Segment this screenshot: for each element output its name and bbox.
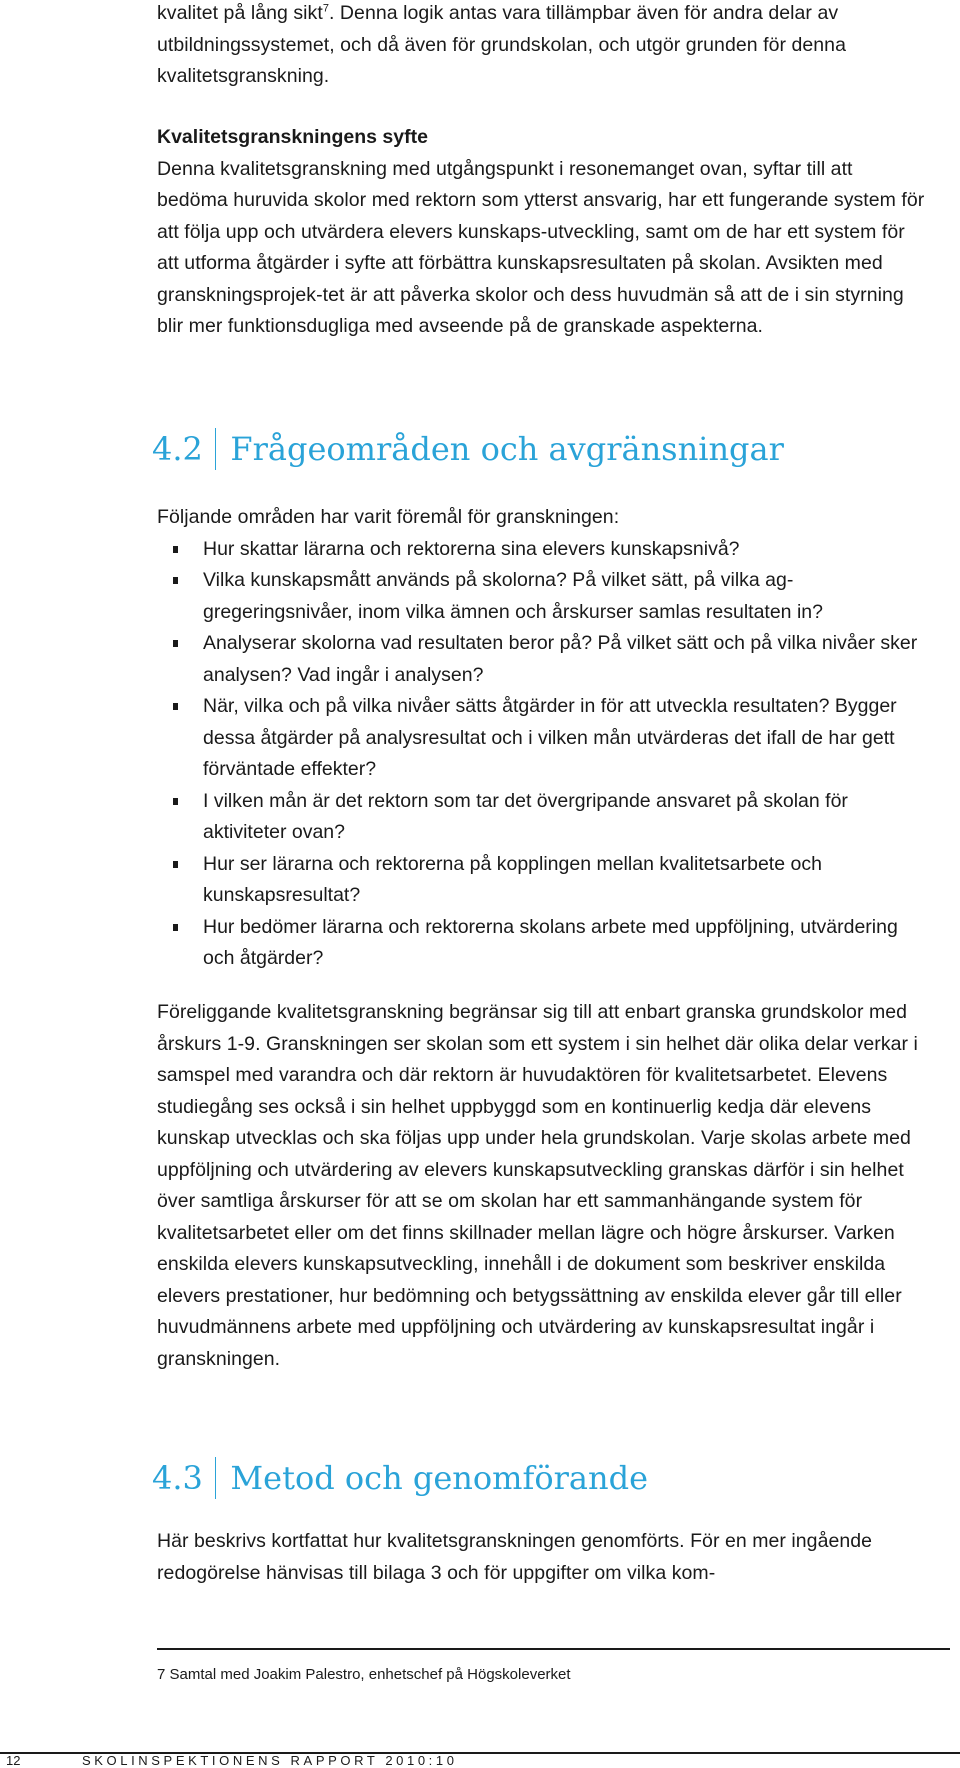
intro-text-part2: . Denna logik antas vara tillämpbar även för andra delar av utbildningssystemet, och då även för grundskolan, och utgör grunden för denna kvalitetsgranskning.: [157, 2, 846, 87]
section-4-3-title: Metod och genomförande: [230, 1459, 648, 1497]
purpose-section: [157, 122, 927, 343]
list-item: [157, 786, 927, 849]
list-item: [157, 534, 927, 566]
section-4-2-body: [157, 502, 927, 975]
bullet-icon: [173, 924, 178, 931]
heading-divider: [215, 1457, 217, 1499]
bullet-icon: [173, 577, 178, 584]
list-item: [157, 849, 927, 912]
scope-paragraph: [157, 997, 927, 1375]
purpose-heading: Kvalitetsgranskningens syfte: [157, 126, 428, 148]
list-item-text: Hur bedömer lärarna och rektorerna skolans arbete med uppföljning, utvärdering och åtgärder?: [203, 915, 898, 969]
section-4-3-body: [157, 1526, 927, 1589]
intro-text: [157, 0, 927, 93]
list-item-text: Hur skattar lärarna och rektorerna sina elevers kunskapsnivå?: [203, 537, 740, 560]
footnote: 7 Samtal med Joakim Palestro, enhetschef på Högskoleverket: [157, 1666, 571, 1683]
list-item-text: Vilka kunskapsmått används på skolorna? På vilket sätt, på vilka ag-gregeringsnivåer, inom vilka ämnen och årskurser samlas resultaten in?: [203, 569, 823, 623]
report-title: SKOLINSPEKTIONENS RAPPORT 2010:10: [82, 1753, 458, 1768]
list-item-text: Hur ser lärarna och rektorerna på kopplingen mellan kvalitetsarbete och kunskapsresultat?: [203, 852, 822, 906]
bullet-icon: [173, 798, 178, 805]
section-4-3-text: Här beskrivs kortfattat hur kvalitetsgranskningen genomförts. För en mer ingående redogörelse hänvisas till bilaga 3 och för uppgifter om vilka kom-: [157, 1530, 873, 1584]
section-4-2-heading: [152, 429, 784, 473]
bullet-icon: [173, 861, 178, 868]
section-4-2-title: Frågeområden och avgränsningar: [230, 430, 784, 468]
bullet-icon: [173, 640, 178, 647]
list-item: [157, 912, 927, 975]
question-list: [157, 534, 927, 975]
list-item-text: Analyserar skolorna vad resultaten beror på? På vilket sätt och på vilka nivåer sker analysen? Vad ingår i analysen?: [203, 632, 918, 686]
list-item-text: I vilken mån är det rektorn som tar det övergripande ansvaret på skolan för aktiviteter ovan?: [203, 789, 848, 843]
bullet-icon: [173, 703, 178, 710]
footnote-reference: 7: [322, 2, 329, 15]
section-4-3-number: 4.3: [152, 1459, 203, 1497]
section-4-2-intro: Följande områden har varit föremål för granskningen:: [157, 506, 620, 528]
page-number: 12: [6, 1753, 21, 1768]
section-4-2-number: 4.2: [152, 430, 203, 468]
bullet-icon: [173, 546, 178, 553]
list-item-text: När, vilka och på vilka nivåer sätts åtgärder in för att utveckla resultaten? Bygger dessa åtgärder på analysresultat och i vilken mån utvärderas det ifall de har gett förväntade effekter?: [203, 695, 897, 780]
footnote-divider: [157, 1648, 950, 1650]
heading-divider: [215, 428, 217, 470]
intro-text-part1: kvalitet på lång sikt: [157, 2, 323, 24]
list-item: [157, 691, 927, 786]
section-4-3-heading: [152, 1458, 648, 1502]
list-item: [157, 628, 927, 691]
intro-paragraph: [157, 0, 927, 93]
list-item: [157, 565, 927, 628]
scope-text: Föreliggande kvalitetsgranskning begränsar sig till att enbart granska grundskolor med årskurs 1-9. Granskningen ser skolan som ett system i sin helhet där olika delar verkar i samspel med varandra och där rektorn är huvudaktören för kvalitetsarbetet. Elevens studiegång ses också i sin helhet uppbyggd som en kontinuerlig kedja där elevens kunskap utvecklas och ska följas upp under hela grundskolan. Varje skolas arbete med uppföljning och utvärdering av elevers kunskapsutveckling granskas därför i sin helhet över samtliga årskurser för att se om skolan har ett sammanhängande system för kvalitetsarbetet eller om det finns skillnader mellan lägre och högre årskurser. Varken enskilda elevers kunskapsutveckling, innehåll i de dokument som beskriver enskilda elevers prestationer, hur bedömning och betygssättning av enskilda elever går till eller huvudmännens arbete med uppföljning och utvärdering av kunskapsresultat ingår i granskningen.: [157, 1001, 918, 1370]
purpose-text: Denna kvalitetsgranskning med utgångspunkt i resonemanget ovan, syftar till att bedöma huruvida skolor med rektorn som ytterst ansvarig, har ett fungerande system för att följa upp och utvärdera elevers kunskaps-utveckling, samt om de har ett system för att utforma åtgärder i syfte att förbättra kunskapsresultaten på skolan. Avsikten med granskningsprojek-tet är att påverka skolor och dess huvudmän så att de i sin styrning blir mer funktionsdugliga med avseende på de granskade aspekterna.: [157, 157, 925, 337]
